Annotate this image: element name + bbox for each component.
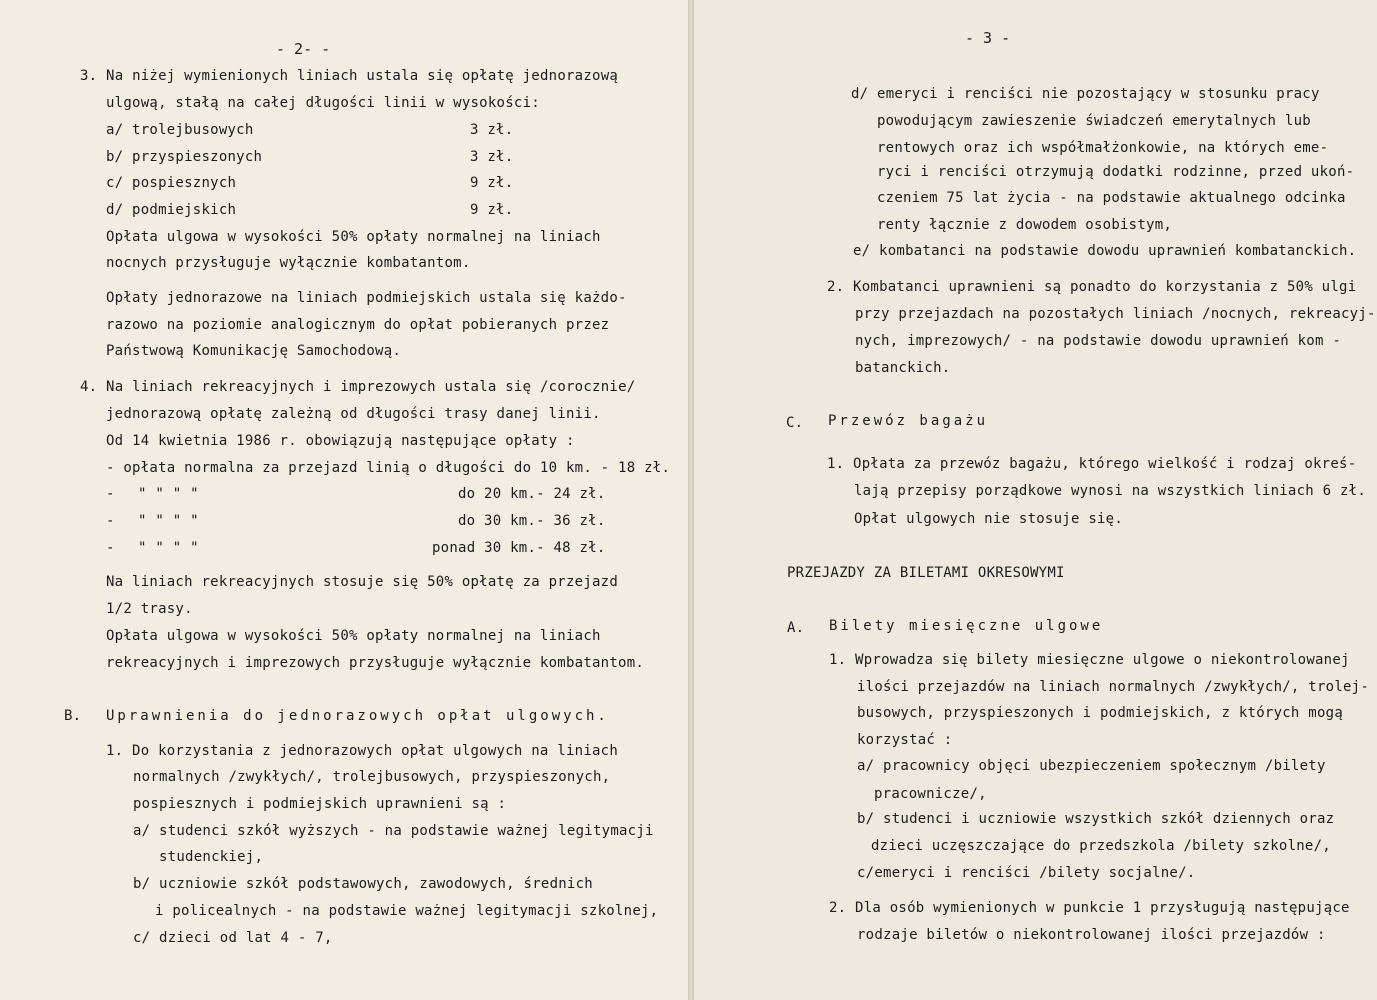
ditto-marks: " " " " — [138, 540, 199, 556]
text-line: Opłata ulgowa w wysokości 50% opłaty normalnej na liniach — [106, 229, 601, 245]
text-line: busowych, przyspieszonych i podmiejskich, z których mogą — [857, 705, 1344, 721]
text-line: c/ dzieci od lat 4 - 7, — [133, 930, 333, 946]
section-letter: B. — [64, 708, 82, 724]
text-line: pospiesznych i podmiejskich uprawnieni są : — [133, 796, 507, 812]
text-line: ulgową, stałą na całej długości linii w wysokości: — [106, 95, 540, 111]
ditto-marks: " " " " — [138, 513, 199, 529]
text-line: rodzaje biletów o niekontrolowanej ilości przejazdów : — [857, 927, 1326, 943]
distance-row-tail: ponad 30 km.- 48 zł. — [432, 540, 606, 556]
text-line: Od 14 kwietnia 1986 r. obowiązują następujące opłaty : — [106, 433, 575, 449]
text-line: ilości przejazdów na liniach normalnych /zwykłych/, trolej- — [857, 679, 1370, 695]
text-line: renty łącznie z dowodem osobistym, — [877, 217, 1173, 233]
text-line: 3. Na niżej wymienionych liniach ustala się opłatę jednorazową — [80, 68, 619, 84]
page-number: - 3 - — [965, 29, 1011, 47]
text-line: korzystać : — [857, 732, 953, 748]
text-line: a/ pracownicy objęci ubezpieczeniem społecznym /bilety — [857, 758, 1326, 774]
fare-label: a/ trolejbusowych — [106, 122, 254, 138]
distance-row-lead: - — [106, 540, 115, 556]
distance-row-lead: - — [106, 513, 115, 529]
fare-label: b/ przyspieszonych — [106, 149, 263, 165]
text-line: e/ kombatanci na podstawie dowodu uprawnień kombatanckich. — [853, 243, 1357, 259]
chapter-heading: PRZEJAZDY ZA BILETAMI OKRESOWYMI — [787, 565, 1065, 581]
text-line: Opłaty jednorazowe na liniach podmiejskich ustala się każdo- — [106, 290, 627, 306]
text-line: 1. Opłata za przewóz bagażu, którego wielkość i rodzaj okreś- — [827, 456, 1357, 472]
text-line: 1. Wprowadza się bilety miesięczne ulgowe o niekontrolowanej — [829, 652, 1350, 668]
text-line: dzieci uczęszczające do przedszkola /bilety szkolne/, — [871, 838, 1331, 854]
text-line: b/ studenci i uczniowie wszystkich szkół dziennych oraz — [857, 811, 1335, 827]
fare-label: c/ pospiesznych — [106, 175, 237, 191]
text-line: rentowych oraz ich współmałżonkowie, na których eme- — [877, 140, 1329, 156]
section-heading: Uprawnienia do jednorazowych opłat ulgowych. — [106, 708, 609, 724]
book-gutter — [688, 0, 694, 1000]
text-line: 2. Dla osób wymienionych w punkcie 1 przysługują następujące — [829, 900, 1350, 916]
text-line: c/emeryci i renciści /bilety socjalne/. — [857, 865, 1196, 881]
distance-row-tail: do 30 km.- 36 zł. — [458, 513, 606, 529]
text-line: Na liniach rekreacyjnych stosuje się 50% opłatę za przejazd — [106, 574, 619, 590]
text-line: d/ emeryci i renciści nie pozostający w stosunku pracy — [851, 86, 1320, 102]
text-line: Opłat ulgowych nie stosuje się. — [854, 511, 1124, 527]
text-line: a/ studenci szkół wyższych - na podstawie ważnej legitymacji — [133, 823, 654, 839]
text-line: nocnych przysługuje wyłącznie kombatantom. — [106, 255, 471, 271]
text-line: pracownicze/, — [874, 786, 987, 802]
text-line: studenckiej, — [159, 849, 264, 865]
text-line: batanckich. — [855, 360, 951, 376]
section-letter: C. — [786, 415, 804, 431]
section-letter: A. — [787, 620, 805, 636]
text-line: jednorazową opłatę zależną od długości trasy danej linii. — [106, 406, 601, 422]
fare-value: 3 zł. — [470, 149, 514, 165]
fare-value: 9 zł. — [470, 175, 514, 191]
text-line: Państwową Komunikację Samochodową. — [106, 343, 402, 359]
fare-label: d/ podmiejskich — [106, 202, 237, 218]
text-line: Opłata ulgowa w wysokości 50% opłaty normalnej na liniach — [106, 628, 601, 644]
fare-value: 9 zł. — [470, 202, 514, 218]
text-line: 1/2 trasy. — [106, 601, 193, 617]
distance-row-lead: - — [106, 486, 115, 502]
right-page — [690, 0, 1377, 1000]
text-line: 2. Kombatanci uprawnieni są ponadto do korzystania z 50% ulgi — [827, 279, 1357, 295]
text-line: nych, imprezowych/ - na podstawie dowodu uprawnień kom - — [855, 333, 1342, 349]
text-line: przy przejazdach na pozostałych liniach /nocnych, rekreacyj- — [855, 306, 1376, 322]
text-line: razowo na poziomie analogicznym do opłat pobieranych przez — [106, 317, 610, 333]
section-heading: Przewóz bagażu — [828, 413, 989, 429]
distance-row: - opłata normalna za przejazd linią o długości do 10 km. - 18 zł. — [106, 460, 671, 476]
fare-value: 3 zł. — [470, 122, 514, 138]
text-line: powodującym zawieszenie świadczeń emerytalnych lub — [877, 113, 1311, 129]
ditto-marks: " " " " — [138, 486, 199, 502]
text-line: 1. Do korzystania z jednorazowych opłat ulgowych na liniach — [106, 743, 619, 759]
text-line: rekreacyjnych i imprezowych przysługuje wyłącznie kombatantom. — [106, 655, 645, 671]
text-line: normalnych /zwykłych/, trolejbusowych, przyspieszonych, — [133, 769, 611, 785]
text-line: ryci i renciści otrzymują dodatki rodzinne, przed ukoń- — [877, 164, 1355, 180]
distance-row-tail: do 20 km.- 24 zł. — [458, 486, 606, 502]
text-line: b/ uczniowie szkół podstawowych, zawodowych, średnich — [133, 876, 593, 892]
text-line: czeniem 75 lat życia - na podstawie aktualnego odcinka — [877, 190, 1346, 206]
section-heading: Bilety miesięczne ulgowe — [829, 618, 1104, 634]
text-line: i policealnych - na podstawie ważnej legitymacji szkolnej, — [155, 903, 659, 919]
text-line: lają przepisy porządkowe wynosi na wszystkich liniach 6 zł. — [854, 483, 1367, 499]
text-line: 4. Na liniach rekreacyjnych i imprezowych ustala się /corocznie/ — [80, 379, 636, 395]
page-number: - 2- - — [276, 40, 331, 58]
